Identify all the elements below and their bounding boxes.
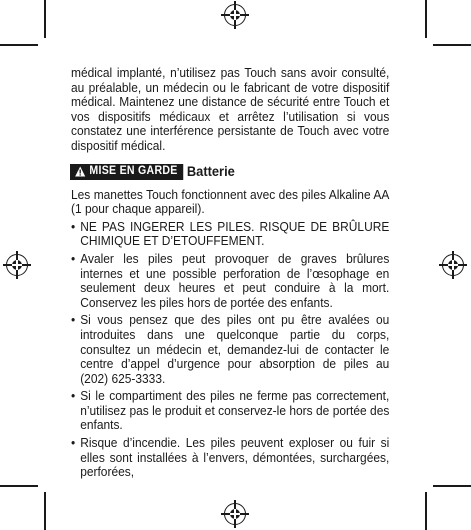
crop-mark-top-left [44, 0, 46, 38]
registration-mark-icon [6, 254, 28, 276]
crop-mark-left-top [0, 44, 38, 46]
crop-mark-right-bottom [433, 485, 471, 487]
crop-mark-top-right [425, 0, 427, 38]
list-item: • Si le compartiment des piles ne ferme pas correctement, n’utilisez pas le produit et conservez-le hors de portée des enfants. [71, 389, 389, 433]
crop-mark-left-bottom [0, 485, 38, 487]
document-body [71, 66, 389, 483]
warning-badge-label: MISE EN GARDE [89, 165, 178, 178]
list-item: • NE PAS INGERER LES PILES. RISQUE DE BRÛLURE CHIMIQUE ET D’ETOUFFEMENT. [71, 220, 389, 249]
warning-triangle-icon [75, 166, 86, 177]
registration-mark-icon [442, 254, 464, 276]
list-item: • Risque d’incendie. Les piles peuvent exploser ou fuir si elles sont installées à l’envers, démontées, surchargées, perforées, [71, 436, 389, 480]
intro-paragraph: médical implanté, n’utilisez pas Touch sans avoir consulté, au préalable, un médecin ou le fabricant de votre dispositif médical. Maintenez une distance de sécurité entre Touch et vos dispositifs médicaux et arrêtez l’utilisation si vous constatez une interférence persistante de Touch avec votre dispositif médical. [71, 65, 390, 153]
section-title: Batterie [186, 163, 235, 180]
crop-mark-bottom-right [425, 492, 427, 530]
list-item: • Si vous pensez que des piles ont pu être avalées ou introduites dans une quelconque partie du corps, consultez un médecin et, demandez-lui de contacter le centre d’appel d’urgence pour absorption de piles au (202) 625-3333. [71, 313, 389, 386]
warning-badge [70, 164, 183, 180]
registration-mark-icon [224, 503, 246, 525]
crop-mark-bottom-left [44, 492, 46, 530]
registration-mark-icon [224, 4, 246, 26]
section-lead: Les manettes Touch fonctionnent avec des piles Alkaline AA (1 pour chaque appareil). [71, 186, 390, 217]
crop-mark-right-top [433, 44, 471, 46]
list-item: • Avaler les piles peut provoquer de graves brûlures internes et une possible perforation de l’œsophage en seulement deux heures et peut conduire à la mort. Conservez les piles hors de portée des enfants. [71, 252, 389, 310]
warning-list [71, 220, 389, 480]
section-heading [70, 164, 389, 180]
